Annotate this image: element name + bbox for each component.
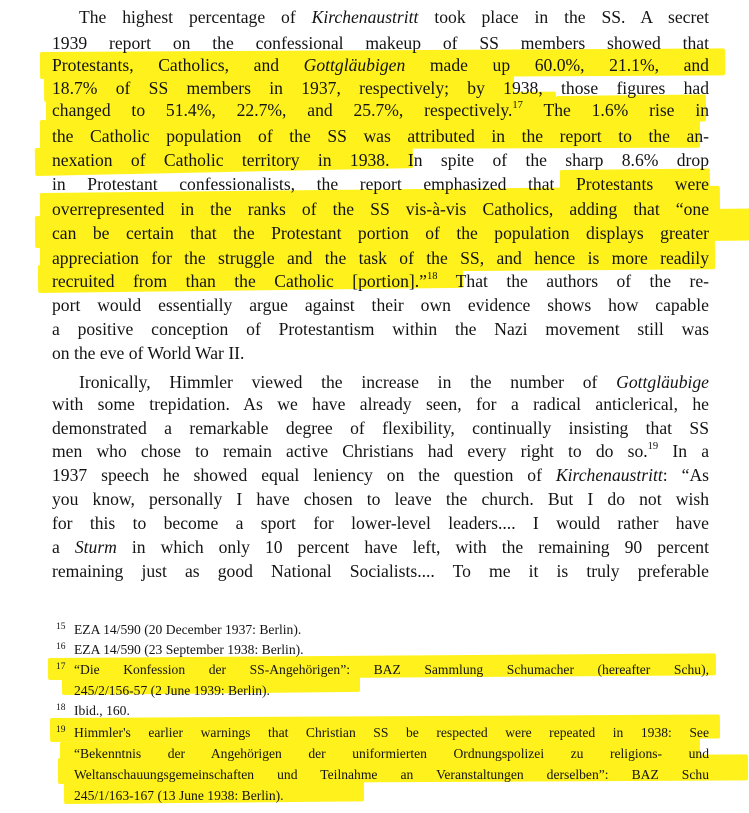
- text-run: demonstrated a remarkable degree of flexibility, continually insisting that SS: [52, 418, 709, 438]
- text-run: overrepresented in the ranks of the SS vis-à-vis Catholics, adding that “one: [52, 199, 709, 219]
- text-run: : “As: [662, 465, 709, 485]
- text-run: nexation of Catholic territory in 1938. In spite of the sharp 8.6% drop: [52, 150, 709, 170]
- text-line: [52, 534, 709, 560]
- text-run: on the eve of World War II.: [52, 343, 245, 363]
- text-run: for this to become a sport for lower-level leaders.... I would rather have: [52, 513, 709, 533]
- text-line: [52, 220, 709, 246]
- text-run: men who chose to remain active Christians had every right to do so.: [52, 441, 648, 461]
- text-run: appreciation for the struggle and the task of the SS, and hence is more readily: [52, 248, 709, 268]
- text-line: [52, 391, 709, 417]
- footnote-number: 15: [56, 622, 66, 632]
- italic-term: Gottgläubige: [616, 372, 709, 392]
- text-run: recruited from than the Catholic [portion].”: [52, 271, 427, 291]
- footnote-number: 16: [56, 642, 66, 652]
- text-run: can be certain that the Protestant portion of the population displays greater: [52, 223, 709, 243]
- text-run: The highest percentage of: [79, 7, 312, 27]
- footnote-number: 18: [56, 703, 66, 713]
- text-run: Ironically, Himmler viewed the increase in the number of: [79, 372, 617, 392]
- text-run: The 1.6% rise in: [522, 100, 709, 120]
- italic-term: Gottgläubigen: [303, 55, 406, 75]
- text-line: [52, 340, 709, 366]
- footnote-reference: 19: [647, 441, 659, 453]
- text-line: [52, 510, 709, 536]
- footnote-line: 245/1/163-167 (13 June 1938: Berlin).: [74, 788, 284, 803]
- text-run: 1937 speech he showed equal leniency on the question of: [52, 465, 556, 485]
- footnote-line: Himmler's earlier warnings that Christian SS be respected were repeated in 1938: See: [74, 725, 709, 740]
- footnote-line: “Die Konfession der SS-Angehörigen”: BAZ Sammlung Schumacher (hereafter Schu),: [74, 662, 709, 677]
- footnote-line: Weltanschauungsgemeinschaften und Teilnahme an Veranstaltungen derselben”: BAZ Schu: [74, 767, 709, 782]
- footnote-number: 17: [56, 662, 66, 672]
- text-run: made up 60.0%, 21.1%, and: [405, 55, 709, 75]
- text-line: [52, 462, 709, 488]
- footnote-reference: 17: [512, 100, 523, 112]
- text-run: with some trepidation. As we have already seen, for a radical anticlerical, he: [52, 394, 709, 414]
- footnote-line: EZA 14/590 (20 December 1937: Berlin).: [74, 622, 302, 637]
- text-run: remaining just as good National Socialists.... To me it is truly preferable: [52, 561, 709, 581]
- text-line: [52, 97, 709, 123]
- text-run: in which only 10 percent have left, with the remaining 90 percent: [116, 537, 709, 557]
- text-line: [52, 316, 709, 342]
- italic-term: Sturm: [74, 537, 117, 557]
- text-line: [52, 292, 709, 318]
- text-run: 18.7% of SS members in 1937, respectively; by 1938, those figures had: [52, 78, 709, 98]
- text-line: [52, 558, 709, 584]
- footnote-number: 19: [56, 725, 66, 735]
- footnote-line: 245/2/156-57 (2 June 1939: Berlin).: [74, 683, 270, 698]
- footnote-line: EZA 14/590 (23 September 1938: Berlin).: [74, 642, 304, 657]
- text-line: [79, 4, 709, 30]
- text-run: a: [52, 537, 75, 557]
- text-run: 1939 report on the confessional makeup of SS members showed that: [52, 33, 709, 53]
- footnote-line: Ibid., 160.: [74, 703, 130, 718]
- text-line: [52, 438, 709, 464]
- footnote-line: “Bekenntnis der Angehörigen der uniformierten Ordnungspolizei zu religions- und: [74, 746, 709, 761]
- text-run: That the authors of the re-: [437, 271, 709, 291]
- text-run: Protestants, Catholics, and: [52, 55, 304, 75]
- text-run: took place in the SS. A secret: [418, 7, 709, 27]
- text-run: port would essentially argue against their own evidence shows how capable: [52, 295, 709, 315]
- text-run: In a: [658, 441, 709, 461]
- text-run: in Protestant confessionalists, the report emphasized that Protestants were: [52, 174, 709, 194]
- text-run: you know, personally I have chosen to leave the church. But I do not wish: [52, 489, 709, 509]
- text-run: changed to 51.4%, 22.7%, and 25.7%, respectively.: [52, 100, 513, 120]
- text-line: [52, 486, 709, 512]
- text-line: [52, 123, 709, 149]
- text-line: [52, 147, 709, 173]
- italic-term: Kirchenaustritt: [311, 7, 419, 27]
- text-run: the Catholic population of the SS was attributed in the report to the an-: [52, 126, 709, 146]
- text-line: [52, 171, 709, 197]
- text-run: a positive conception of Protestantism within the Nazi movement still was: [52, 319, 709, 339]
- text-line: [52, 268, 709, 294]
- text-line: [52, 196, 709, 222]
- footnote-reference: 18: [427, 271, 438, 283]
- italic-term: Kirchenaustritt: [555, 465, 663, 485]
